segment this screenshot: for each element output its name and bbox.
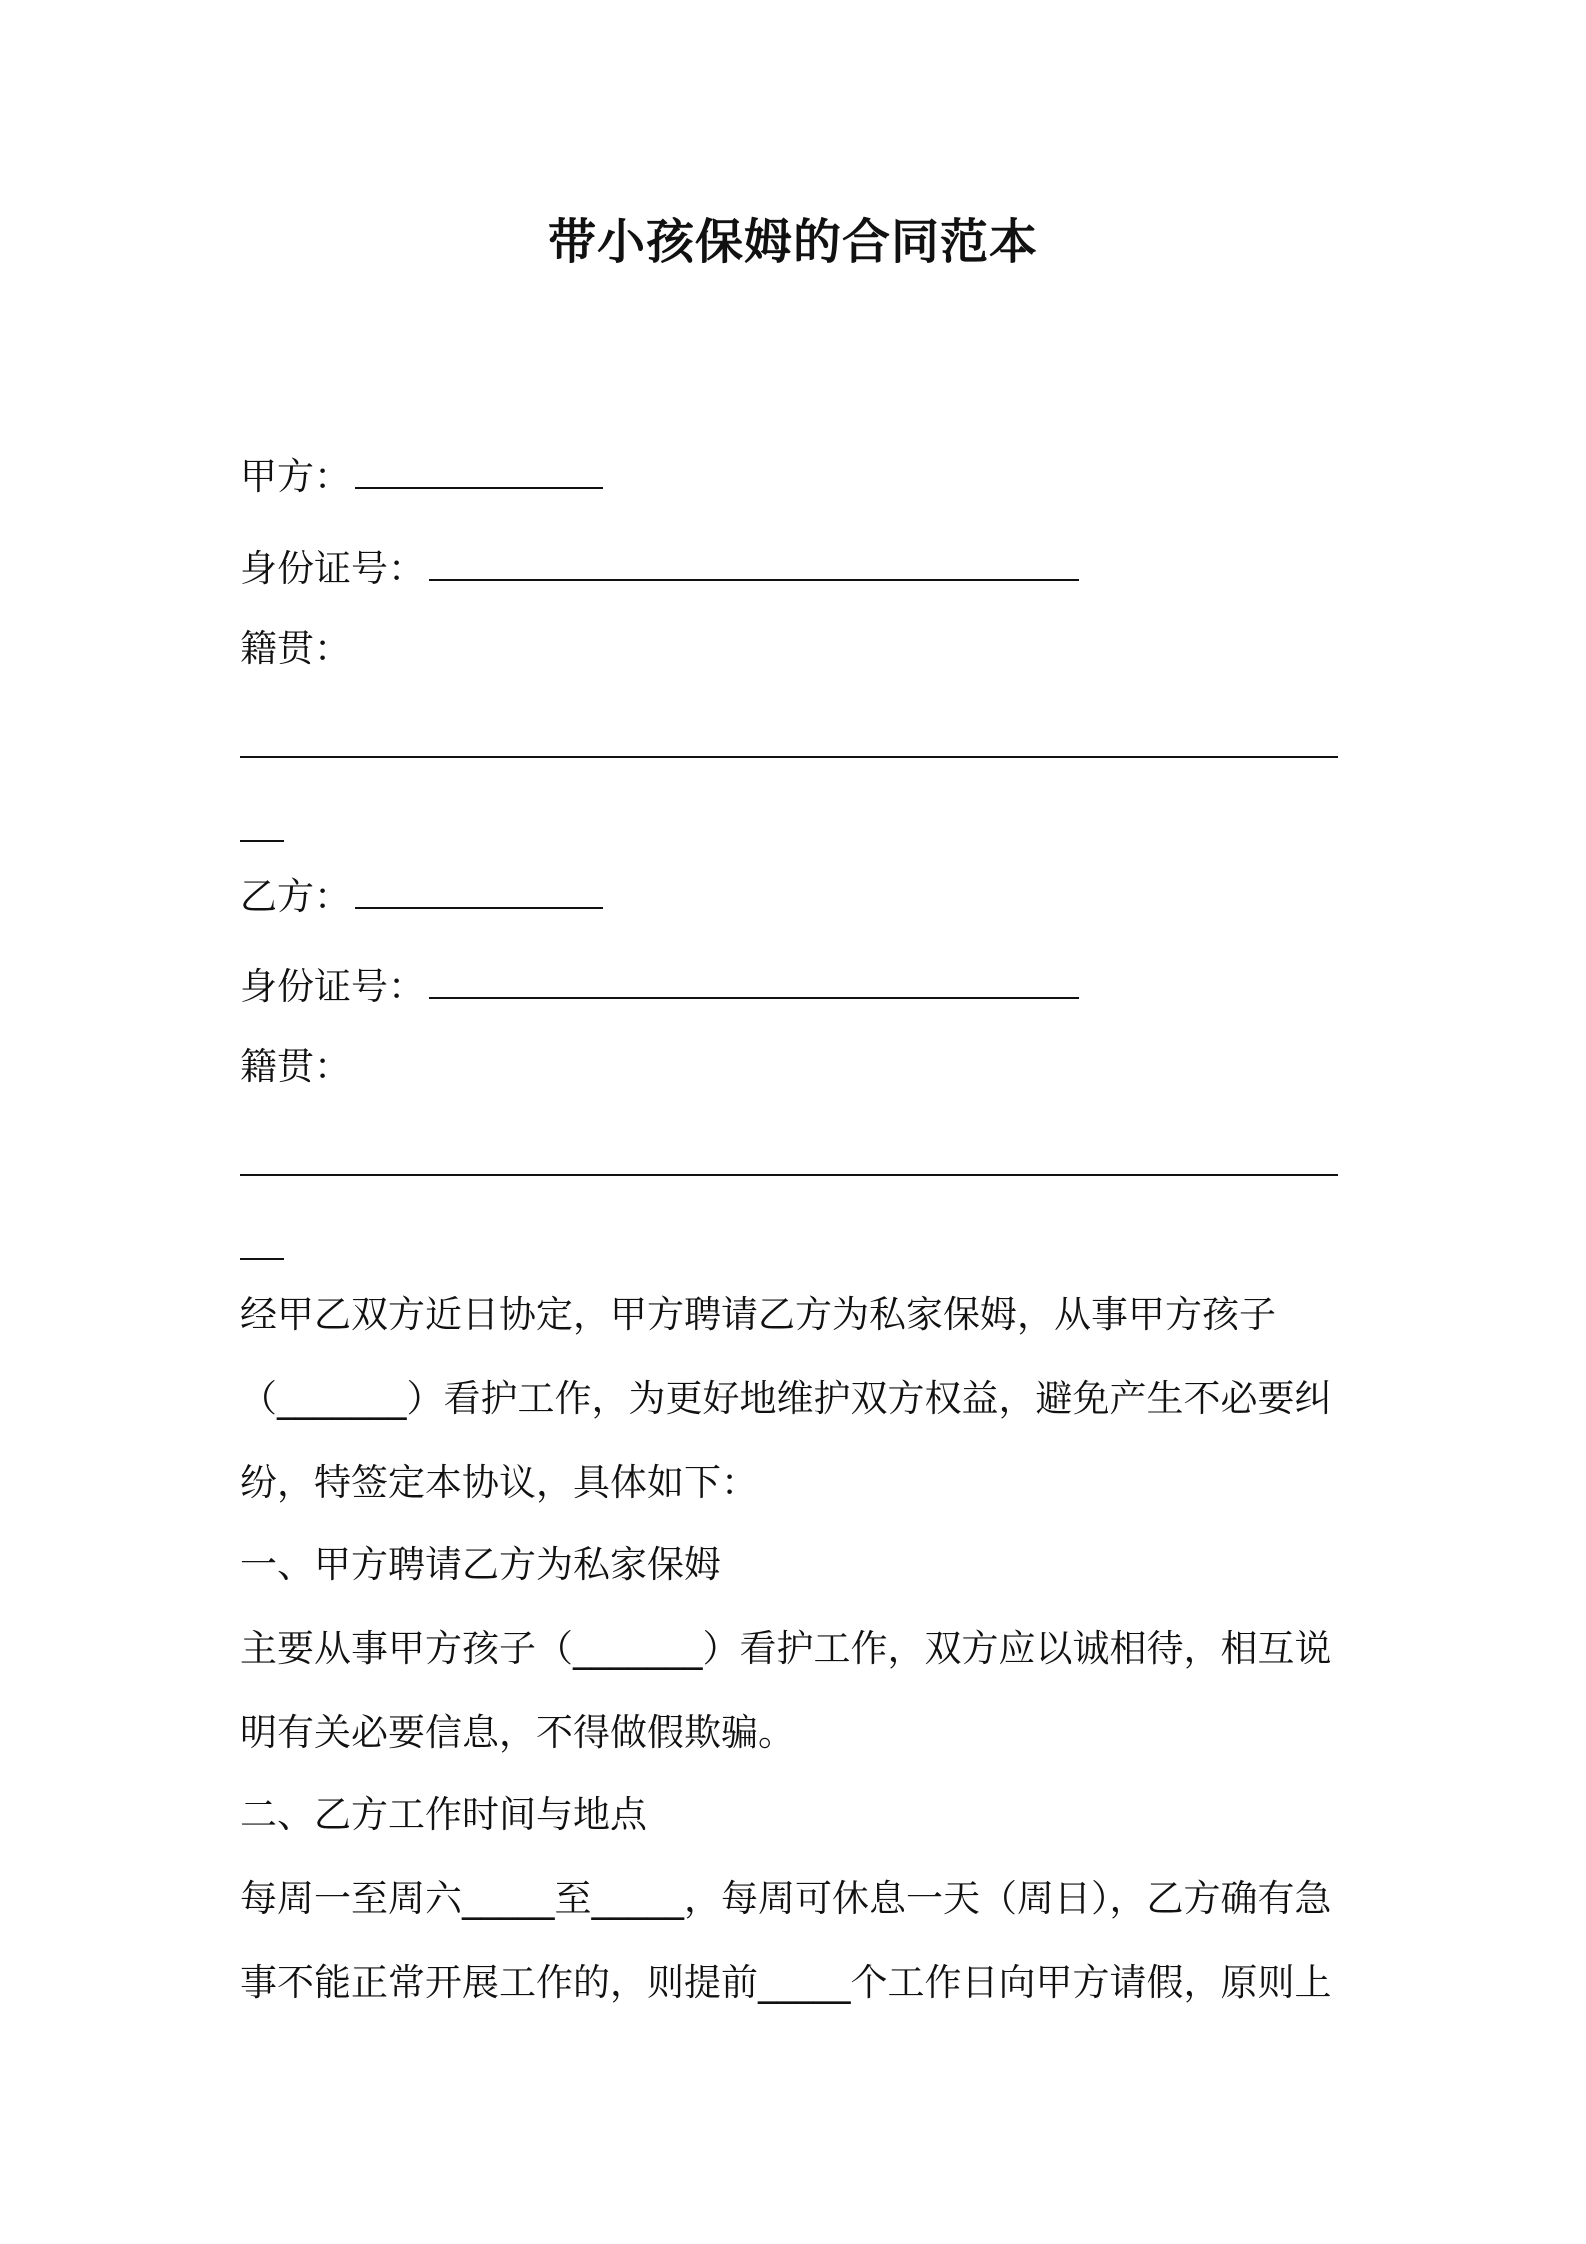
party-a-origin-label: 籍贯： [240, 627, 351, 670]
party-b-origin-blank [240, 1174, 1338, 1176]
party-a-id-label: 身份证号： [240, 547, 425, 590]
party-b-label: 乙方： [240, 875, 351, 918]
section-2-line-1: 每周一至周六_____至_____，每周可休息一天（周日），乙方确有急 [240, 1877, 1332, 1920]
party-a-id-blank [429, 549, 1079, 581]
party-b-name-blank [355, 877, 603, 909]
intro-line-2: （_______）看护工作，为更好地维护双方权益，避免产生不必要纠 [240, 1377, 1332, 1420]
party-b-id-label: 身份证号： [240, 965, 425, 1008]
section-1-line-1: 主要从事甲方孩子（_______）看护工作，双方应以诚相待，相互说 [240, 1627, 1332, 1670]
party-b-id-row [240, 962, 1079, 1012]
party-a-origin-blank [240, 756, 1338, 758]
section-1-line-2: 明有关必要信息，不得做假欺骗。 [240, 1711, 795, 1754]
party-a-id-row [240, 544, 1079, 594]
party-a-name-blank [355, 457, 603, 489]
section-2-heading: 二、乙方工作时间与地点 [240, 1793, 647, 1836]
party-a-label: 甲方： [240, 455, 351, 498]
intro-line-3: 纷，特签定本协议，具体如下： [240, 1461, 758, 1504]
intro-line-1: 经甲乙双方近日协定，甲方聘请乙方为私家保姆，从事甲方孩子 [240, 1293, 1276, 1336]
party-a-row [240, 452, 603, 502]
section-1-heading: 一、甲方聘请乙方为私家保姆 [240, 1543, 721, 1586]
party-a-origin-blank-continued [240, 840, 284, 842]
party-b-origin-blank-continued [240, 1258, 284, 1260]
party-a-origin-row [240, 624, 351, 674]
section-2-line-2: 事不能正常开展工作的，则提前_____个工作日向甲方请假，原则上 [240, 1961, 1332, 2004]
document-title: 带小孩保姆的合同范本 [547, 214, 1038, 270]
party-b-row [240, 872, 603, 922]
party-b-id-blank [429, 967, 1079, 999]
party-b-origin-label: 籍贯： [240, 1045, 351, 1088]
party-b-origin-row [240, 1042, 351, 1092]
